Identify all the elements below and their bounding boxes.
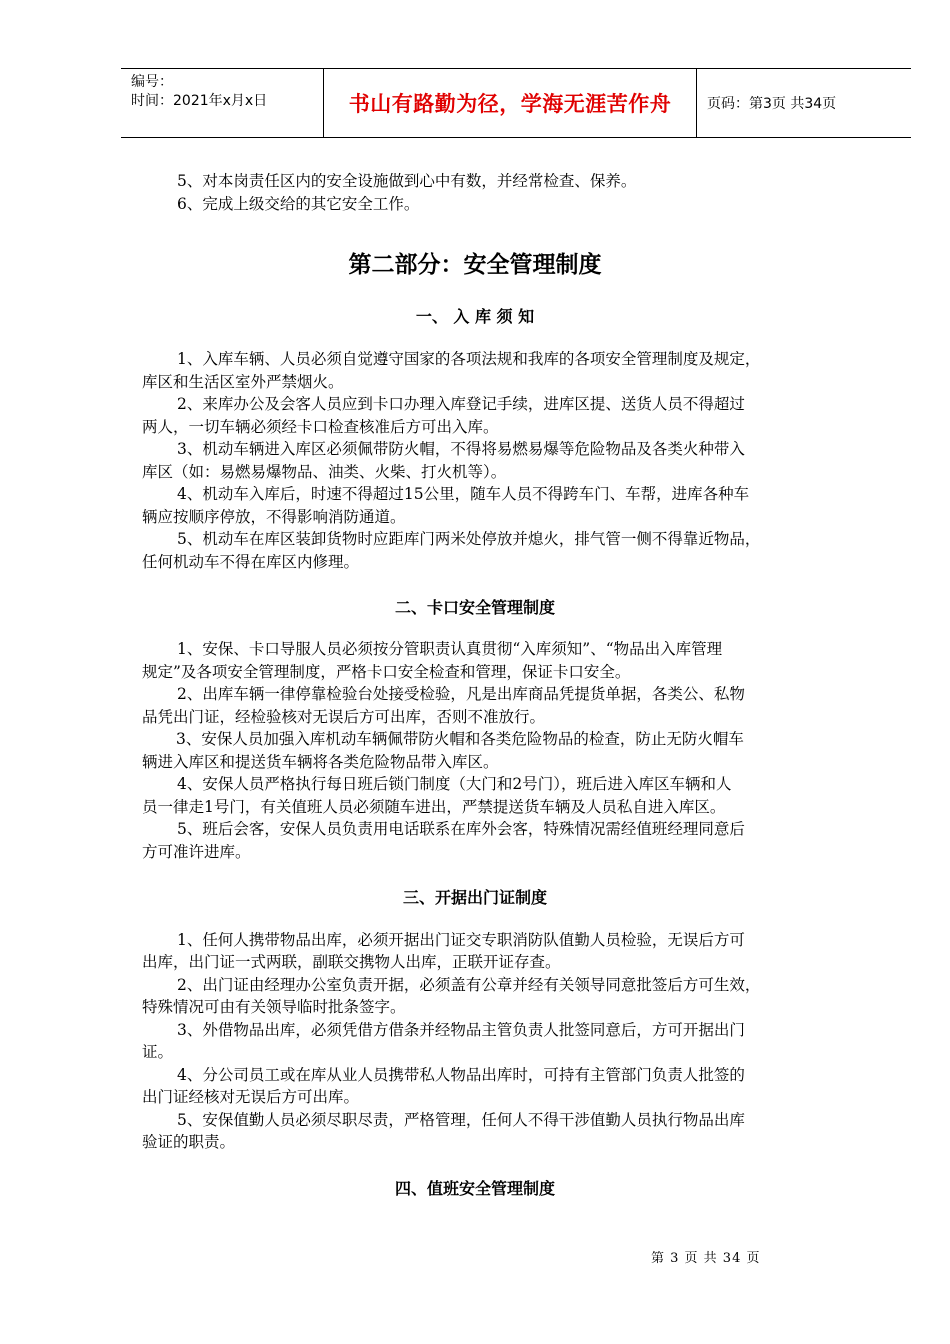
paragraph-line: 任何机动车不得在库区内修理。 [142,553,360,571]
paragraph-line: 员一律走1号门，有关值班人员必须随车进出，严禁提送货车辆及人员私自进入库区。 [142,798,726,816]
paragraph-line: 出门证经核对无误后方可出库。 [142,1088,360,1106]
paragraph-line: 规定”及各项安全管理制度，严格卡口安全检查和管理，保证卡口安全。 [142,663,631,681]
paragraph-line: 出库，出门证一式两联，副联交携物人出库，正联开证存查。 [142,953,561,971]
paragraph-line: 库区和生活区室外严禁烟火。 [142,373,344,391]
header-table [121,68,911,138]
header-page-cell [697,69,911,137]
paragraph-line: 1、安保、卡口导服人员必须按分管职责认真贯彻“入库须知”、“物品出入库管理 [177,640,723,658]
section-title: 四、值班安全管理制度 [394,1179,555,1198]
paragraph-line: 2、出库车辆一律停靠检验台处接受检验，凡是出库商品凭提货单据，各类公、私物 [177,685,745,703]
paragraph-line: 3、安保人员加强入库机动车辆佩带防火帽和各类危险物品的检查，防止无防火帽车 [176,730,744,748]
paragraph-line: 4、安保人员严格执行每日班后锁门制度（大门和2号门），班后进入库区车辆和人 [177,775,732,793]
page-footer: 第 3 页 共 34 页 [651,1251,761,1266]
paragraph-line: 方可准许进库。 [142,843,251,861]
paragraph-line: 辆进入库区和提送货车辆将各类危险物品带入库区。 [142,753,499,771]
paragraph-line: 5、班后会客，安保人员负责用电话联系在库外会客，特殊情况需经值班经理同意后 [177,820,745,838]
section-title: 三、开据出门证制度 [402,888,547,907]
paragraph-line: 2、来库办公及会客人员应到卡口办理入库登记手续，进库区提、送货人员不得超过 [177,395,745,413]
paragraph-line: 库区（如：易燃易爆物品、油类、火柴、打火机等）。 [142,463,507,481]
section-title: 二、卡口安全管理制度 [394,598,555,617]
paragraph-line: 5、机动车在库区装卸货物时应距库门两米处停放并熄火，排气管一侧不得靠近物品， [177,530,761,548]
paragraph-line: 两人，一切车辆必须经卡口检查核准后方可出入库。 [142,418,499,436]
section-title: 一、 入 库 须 知 [415,307,535,326]
paragraph-line: 3、外借物品出库，必须凭借方借条并经物品主管负责人批签同意后，方可开据出门 [177,1021,745,1039]
paragraph-line: 4、机动车入库后，时速不得超过15公里，随车人员不得跨车门、车帮，进库各种车 [177,485,750,503]
paragraph-line: 辆应按顺序停放，不得影响消防通道。 [142,508,406,526]
paragraph-line: 3、机动车辆进入库区必须佩带防火帽，不得将易燃易爆等危险物品及各类火种带入 [177,440,745,458]
part-title: 第二部分：安全管理制度 [348,252,602,278]
intro-line: 5、对本岗责任区内的安全设施做到心中有数，并经常检查、保养。 [177,172,637,190]
header-motto-cell [324,69,697,137]
paragraph-line: 1、入库车辆、人员必须自觉遵守国家的各项法规和我库的各项安全管理制度及规定， [177,350,761,368]
paragraph-line: 5、安保值勤人员必须尽职尽责，严格管理，任何人不得干涉值勤人员执行物品出库 [177,1111,745,1129]
paragraph-line: 证。 [142,1043,174,1061]
header-meta-cell [121,69,324,137]
paragraph-line: 2、出门证由经理办公室负责开据，必须盖有公章并经有关领导同意批签后方可生效， [177,976,761,994]
serial-label: 编号： [131,74,173,90]
paragraph-line: 1、任何人携带物品出库，必须开据出门证交专职消防队值勤人员检验，无误后方可 [177,931,745,949]
paragraph-line: 品凭出门证，经检验核对无误后方可出库，否则不准放行。 [142,708,546,726]
paragraph-line: 特殊情况可由有关领导临时批条签字。 [142,998,406,1016]
motto: 书山有路勤为径，学海无涯苦作舟 [348,91,672,116]
paragraph-line: 4、分公司员工或在库从业人员携带私人物品出库时，可持有主管部门负责人批签的 [177,1066,745,1084]
intro-line: 6、完成上级交给的其它安全工作。 [177,195,420,213]
page-code: 页码：第3页 共34页 [707,96,837,112]
time-label: 时间：2021年x月x日 [131,93,268,109]
paragraph-line: 验证的职责。 [142,1133,236,1151]
